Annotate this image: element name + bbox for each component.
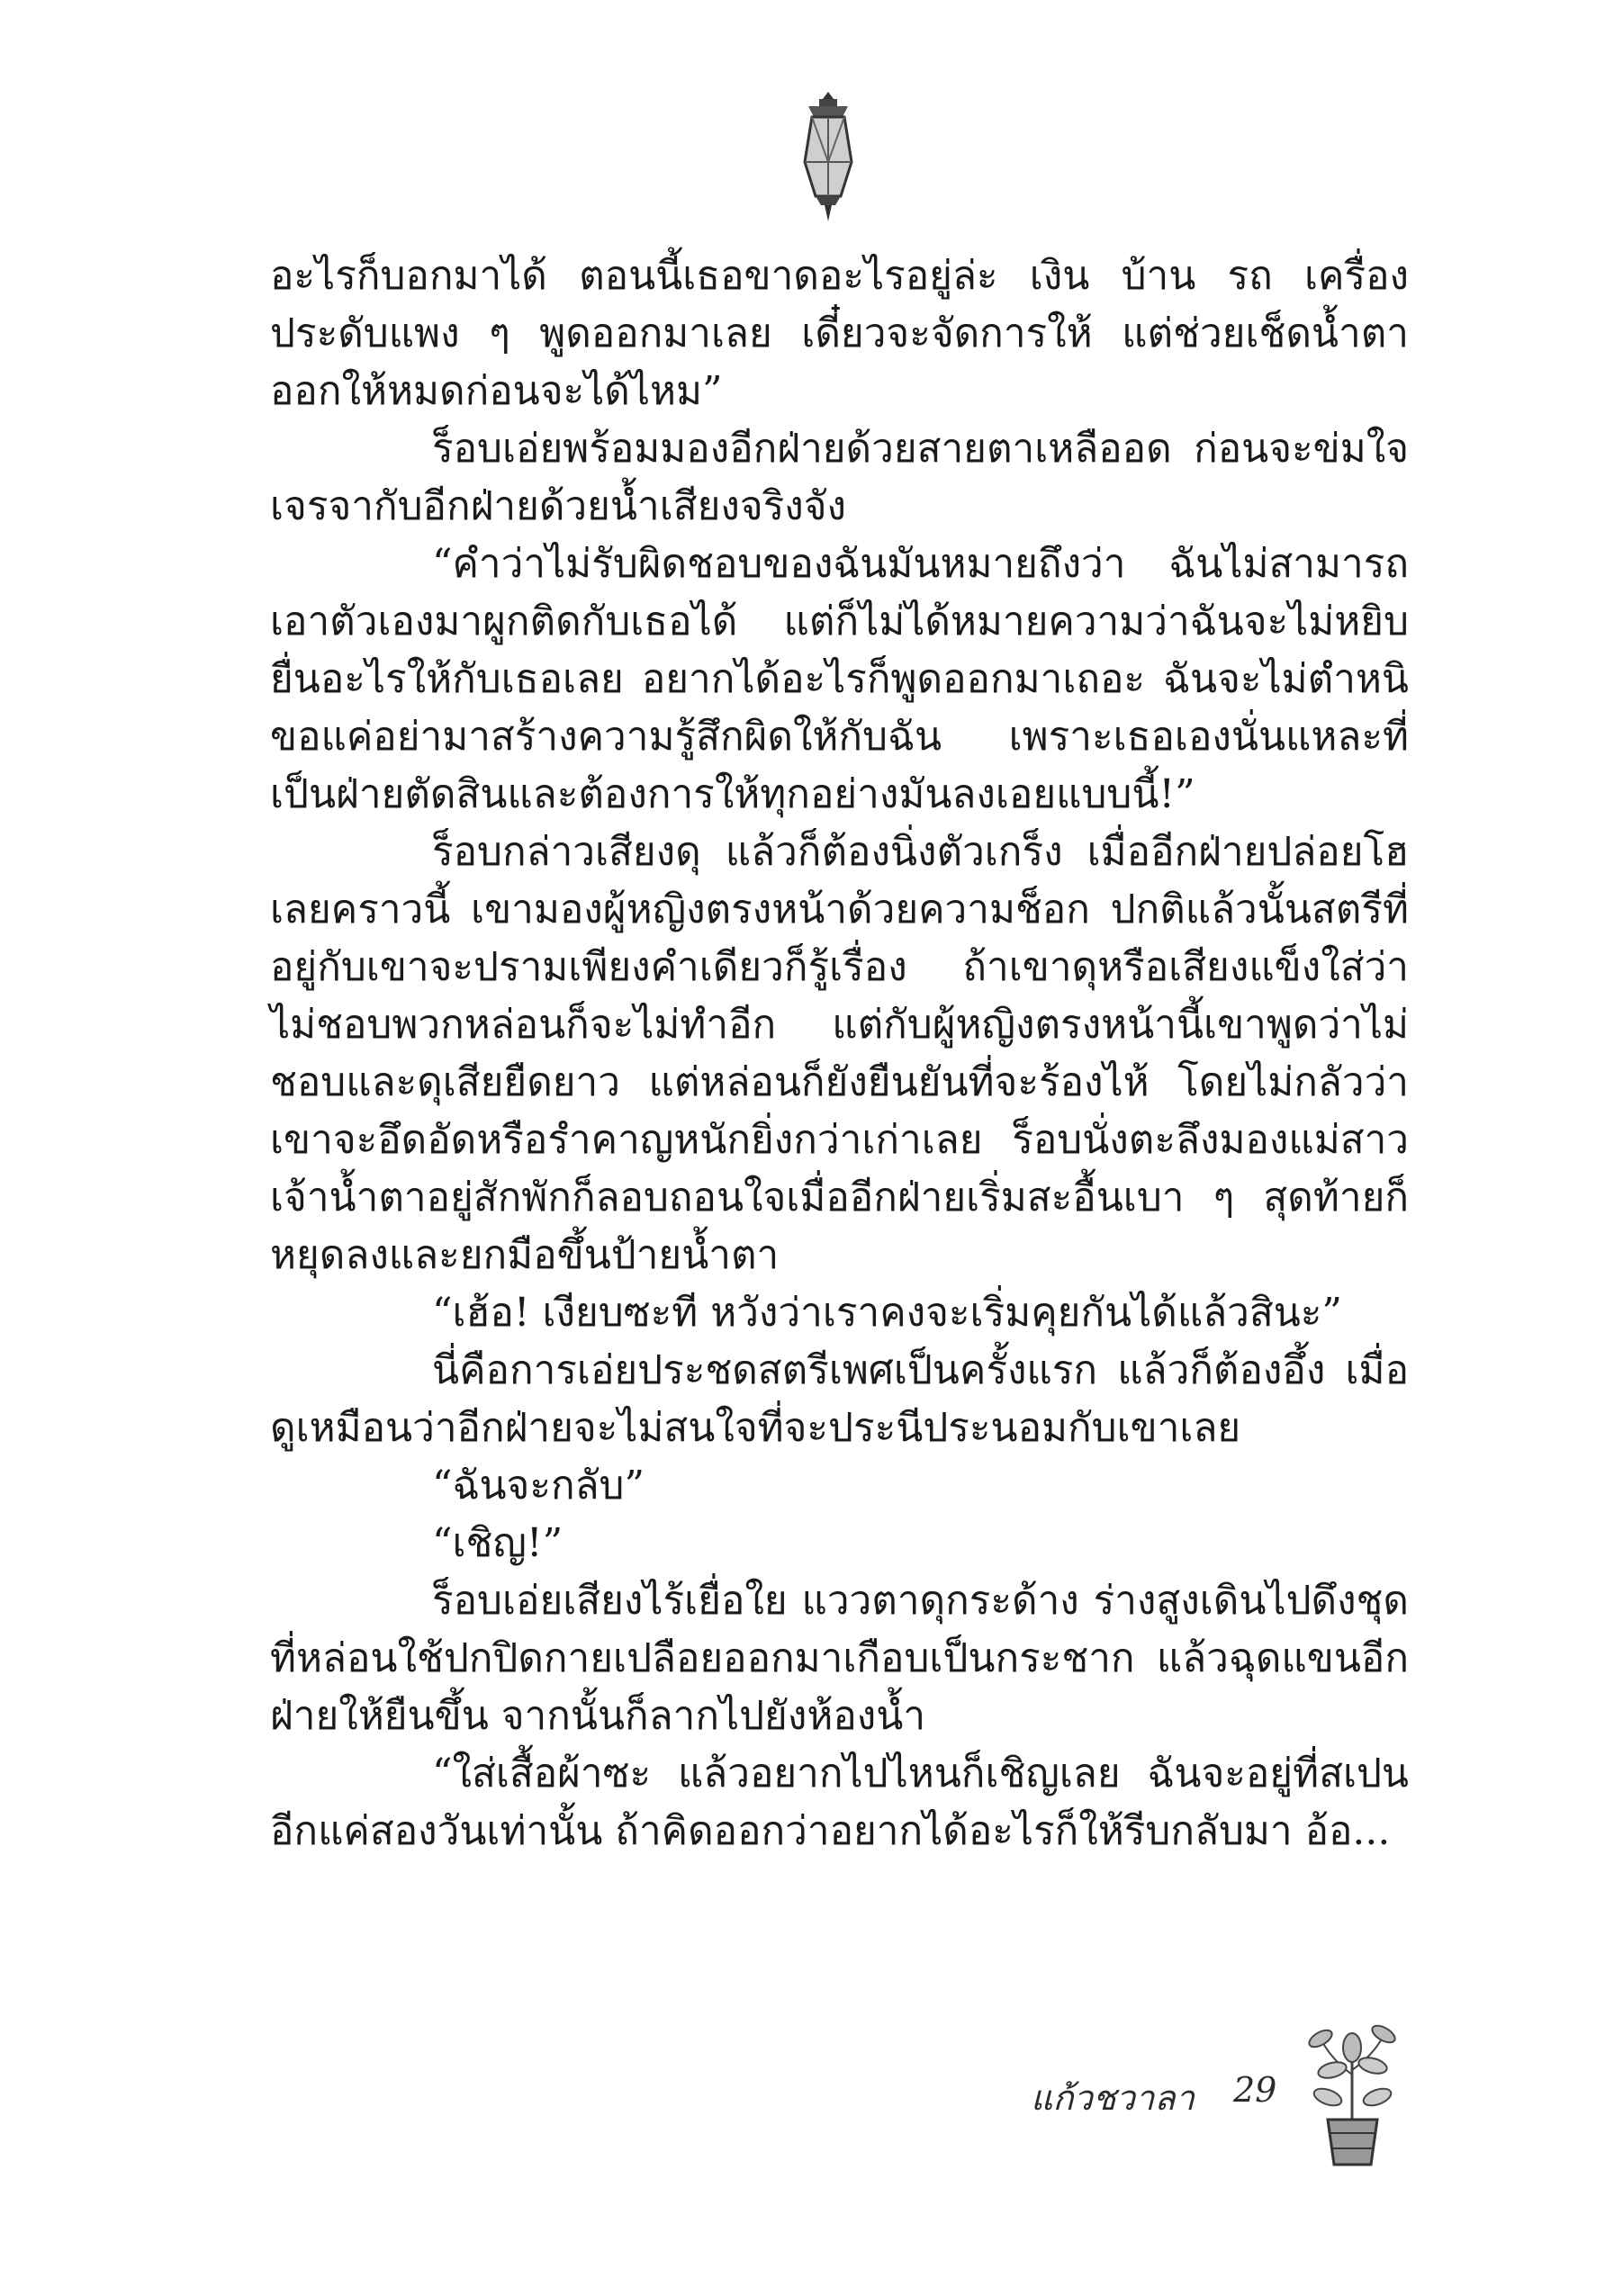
- paragraph-5: “เฮ้อ! เงียบซะที หวังว่าเราคงจะเริ่มคุยกันได้แล้วสินะ”: [432, 1290, 1342, 1336]
- paragraph-7: “ฉันจะกลับ”: [432, 1463, 645, 1508]
- paragraph-3: “คำว่าไม่รับผิดชอบของฉันมันหมายถึงว่า ฉันไม่สามารถเอาตัวเองมาผูกติดกับเธอได้ แต่ก็ไม่ได้หมายความว่าฉันจะไม่หยิบยื่นอะไรให้กับเธอเลย อยากได้อะไรก็พูดออกมาเถอะ ฉันจะไม่ตำหนิ ขอแค่อย่ามาสร้างความรู้สึกผิดให้กับฉัน เพราะเธอเองนั่นแหละที่เป็นฝ่ายตัดสินและต้องการให้ทุกอย่างมันลงเอยแบบนี้!”: [270, 541, 1409, 817]
- paragraph-1: อะไรก็บอกมาได้ ตอนนี้เธอขาดอะไรอยู่ล่ะ เงิน บ้าน รถ เครื่องประดับแพง ๆ พูดออกมาเลย เดี๋ยวจะจัดการให้ แต่ช่วยเช็ดน้ำตาออกให้หมดก่อนจะได้ไหม”: [270, 253, 1409, 414]
- potted-plant-icon: [1301, 2021, 1404, 2169]
- footer-book-title: แก้วชวาลา: [1031, 2078, 1195, 2118]
- paragraph-10: “ใส่เสื้อผ้าซะ แล้วอยากไปไหนก็เชิญเลย ฉันจะอยู่ที่สเปนอีกแค่สองวันเท่านั้น ถ้าคิดออกว่าอยากได้อะไรก็ให้รีบกลับมา อ้อ...: [270, 1751, 1409, 1854]
- paragraph-9: ร็อบเอ่ยเสียงไร้เยื่อใย แววตาดุกระด้าง ร่างสูงเดินไปดึงชุดที่หล่อนใช้ปกปิดกายเปลือยออกมาเกือบเป็นกระชาก แล้วฉุดแขนอีกฝ่ายให้ยืนขึ้น จากนั้นก็ลากไปยังห้องน้ำ: [270, 1578, 1409, 1739]
- paragraph-8: “เชิญ!”: [432, 1520, 564, 1566]
- paragraph-6: นี่คือการเอ่ยประชดสตรีเพศเป็นครั้งแรก แล้วก็ต้องอึ้ง เมื่อดูเหมือนว่าอีกฝ่ายจะไม่สนใจที่จะประนีประนอมกับเขาเลย: [270, 1347, 1409, 1451]
- page-number: 29: [1233, 2070, 1277, 2110]
- paragraph-4: ร็อบกล่าวเสียงดุ แล้วก็ต้องนิ่งตัวเกร็ง เมื่ออีกฝ่ายปล่อยโฮเลยคราวนี้ เขามองผู้หญิงตรงหน้าด้วยความช็อก ปกติแล้วนั้นสตรีที่อยู่กับเขาจะปรามเพียงคำเดียวก็รู้เรื่อง ถ้าเขาดุหรือเสียงแข็งใส่ว่าไม่ชอบพวกหล่อนก็จะไม่ทำอีก แต่กับผู้หญิงตรงหน้านี้เขาพูดว่าไม่ชอบและดุเสียยืดยาว แต่หล่อนก็ยังยืนยันที่จะร้องไห้ โดยไม่กลัวว่าเขาจะอึดอัดหรือรำคาญหนักยิ่งกว่าเก่าเลย ร็อบนั่งตะลึงมองแม่สาวเจ้าน้ำตาอยู่สักพักก็ลอบถอนใจเมื่ออีกฝ่ายเริ่มสะอื้นเบา ๆ สุดท้ายก็หยุดลงและยกมือขึ้นป้ายน้ำตา: [270, 829, 1409, 1278]
- paragraph-2: ร็อบเอ่ยพร้อมมองอีกฝ่ายด้วยสายตาเหลืออด ก่อนจะข่มใจเจรจากับอีกฝ่ายด้วยน้ำเสียงจริงจัง: [270, 426, 1409, 529]
- lantern-icon: [792, 90, 864, 225]
- body-text: [270, 248, 1409, 1860]
